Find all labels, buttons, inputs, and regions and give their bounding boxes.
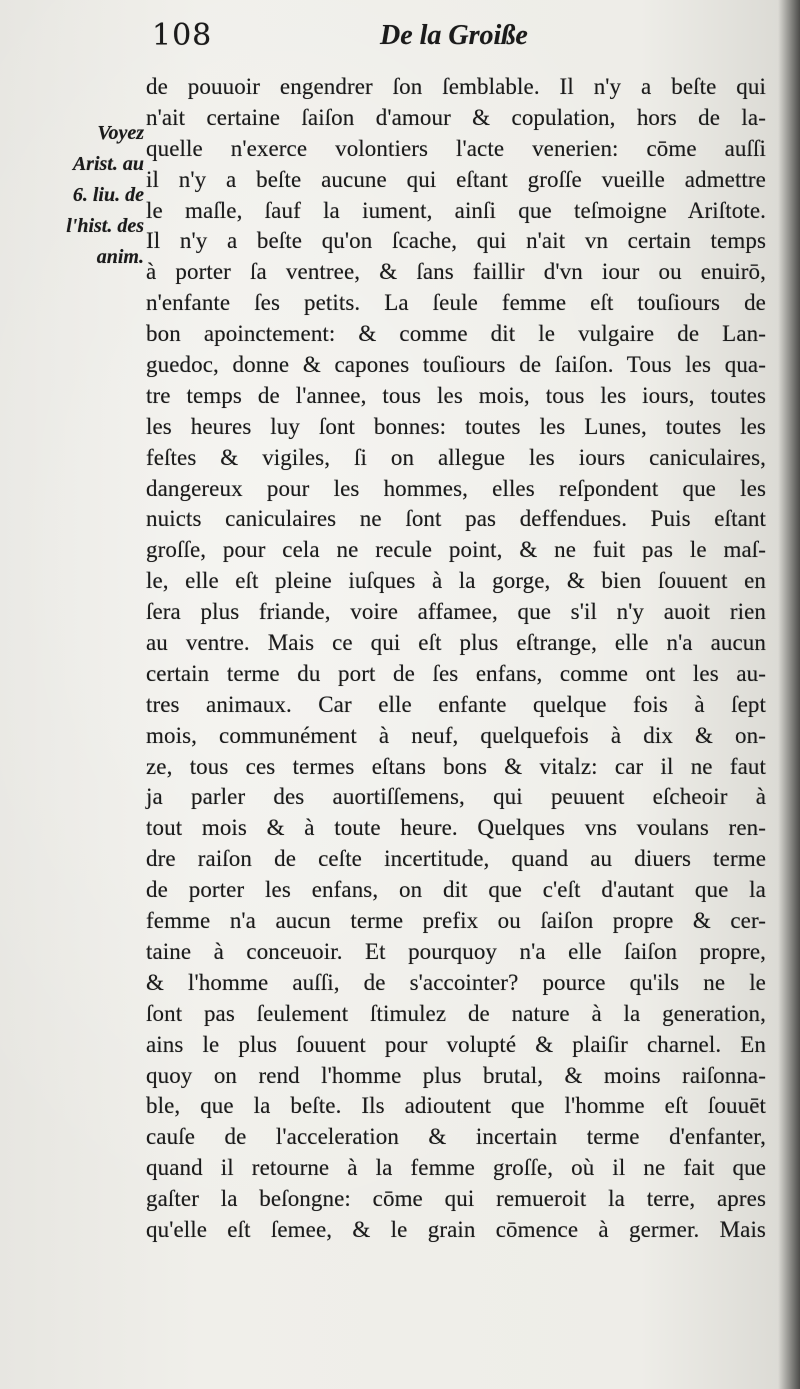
running-title: De la Groiße bbox=[380, 20, 528, 51]
text-line: le, elle eſt pleine iuſques à la gorge, & bien ſouuent en bbox=[146, 568, 766, 594]
margin-note-line: l'hist. des bbox=[66, 215, 144, 237]
text-line: le maſle, ſauf la iument, ainſi que teſmoigne Ariſtote. bbox=[146, 197, 766, 223]
text-line: de porter les enfans, on dit que c'eſt d'autant que la bbox=[146, 877, 766, 903]
text-line: nuicts caniculaires ne ſont pas deffendues. Puis eſtant bbox=[146, 506, 766, 532]
text-line: quelle n'exerce volontiers l'acte venerien: cōme auſſi bbox=[146, 135, 766, 161]
text-line: dangereux pour les hommes, elles reſpondent que les bbox=[146, 475, 766, 501]
text-line: tres animaux. Car elle enfante quelque fois à ſept bbox=[146, 691, 766, 717]
text-line: qu'elle eſt ſemee, & le grain cōmence à germer. Mais bbox=[146, 1216, 766, 1242]
text-line: n'enfante ſes petits. La ſeule femme eſt touſiours de bbox=[146, 290, 766, 316]
spine-shadow bbox=[778, 0, 800, 1389]
text-line: feſtes & vigiles, ſi on allegue les iours caniculaires, bbox=[146, 444, 766, 470]
text-line: gaſter la beſongne: cōme qui remueroit la terre, apres bbox=[146, 1186, 766, 1212]
text-line: cauſe de l'acceleration & incertain terme d'enfanter, bbox=[146, 1124, 766, 1150]
text-line: de pouuoir engendrer ſon ſemblable. Il n'y a beſte qui bbox=[146, 74, 766, 99]
text-line: groſſe, pour cela ne recule point, & ne fuit pas le maſ- bbox=[146, 537, 766, 563]
text-line: ble, que la beſte. Ils adioutent que l'homme eſt ſouuēt bbox=[146, 1093, 766, 1119]
text-line: dre raiſon de ceſte incertitude, quand au diuers terme bbox=[146, 846, 766, 872]
text-line: ſont pas ſeulement ſtimulez de nature à la generation, bbox=[146, 1000, 766, 1026]
text-line: & l'homme auſſi, de s'accointer? pource qu'ils ne le bbox=[146, 969, 766, 995]
margin-note-line: anim. bbox=[96, 246, 144, 268]
text-line: bon apoinctement: & comme dit le vulgaire de Lan- bbox=[146, 321, 766, 347]
text-line: les heures luy ſont bonnes: toutes les Lunes, toutes les bbox=[146, 413, 766, 439]
text-line: tout mois & à toute heure. Quelques vns voulans ren- bbox=[146, 815, 766, 841]
text-line: quand il retourne à la femme groſſe, où il ne fait que bbox=[146, 1155, 766, 1181]
margin-note-line: Voyez bbox=[97, 122, 144, 144]
page-header bbox=[0, 18, 800, 58]
margin-note-line: Arist. au bbox=[72, 153, 144, 175]
text-line: taine à conceuoir. Et pourquoy n'a elle ſaiſon propre, bbox=[146, 938, 766, 964]
margin-note bbox=[44, 118, 144, 273]
text-line: tre temps de l'annee, tous les mois, tous les iours, toutes bbox=[146, 382, 766, 408]
text-line: ſera plus friande, voire affamee, que s'il n'y auoit rien bbox=[146, 599, 766, 625]
text-line: ja parler des auortiſſemens, qui peuuent eſcheoir à bbox=[146, 784, 766, 810]
text-line: au ventre. Mais ce qui eſt plus eſtrange, elle n'a aucun bbox=[146, 630, 766, 656]
margin-note-line: 6. liu. de bbox=[72, 184, 144, 206]
text-line: guedoc, donne & capones touſiours de ſaiſon. Tous les qua- bbox=[146, 352, 766, 378]
text-line: certain terme du port de ſes enfans, comme ont les au- bbox=[146, 660, 766, 686]
page-number: 108 bbox=[152, 18, 213, 53]
text-line: ze, tous ces termes eſtans bons & vitalz: car il ne faut bbox=[146, 753, 766, 779]
body-text bbox=[146, 72, 766, 1246]
text-line: quoy on rend l'homme plus brutal, & moins raiſonna- bbox=[146, 1062, 766, 1088]
text-line: ains le plus ſouuent pour volupté & plaiſir charnel. En bbox=[146, 1031, 766, 1057]
text-line: à porter ſa ventree, & ſans faillir d'vn iour ou enuirō, bbox=[146, 259, 766, 285]
text-line: il n'y a beſte aucune qui eſtant groſſe vueille admettre bbox=[146, 166, 766, 192]
text-line: femme n'a aucun terme prefix ou ſaiſon propre & cer- bbox=[146, 908, 766, 934]
text-line: Il n'y a beſte qu'on ſcache, qui n'ait vn certain temps bbox=[146, 228, 766, 254]
text-line: mois, communément à neuf, quelquefois à dix & on- bbox=[146, 722, 766, 748]
text-line: n'ait certaine ſaiſon d'amour & copulation, hors de la- bbox=[146, 104, 766, 130]
